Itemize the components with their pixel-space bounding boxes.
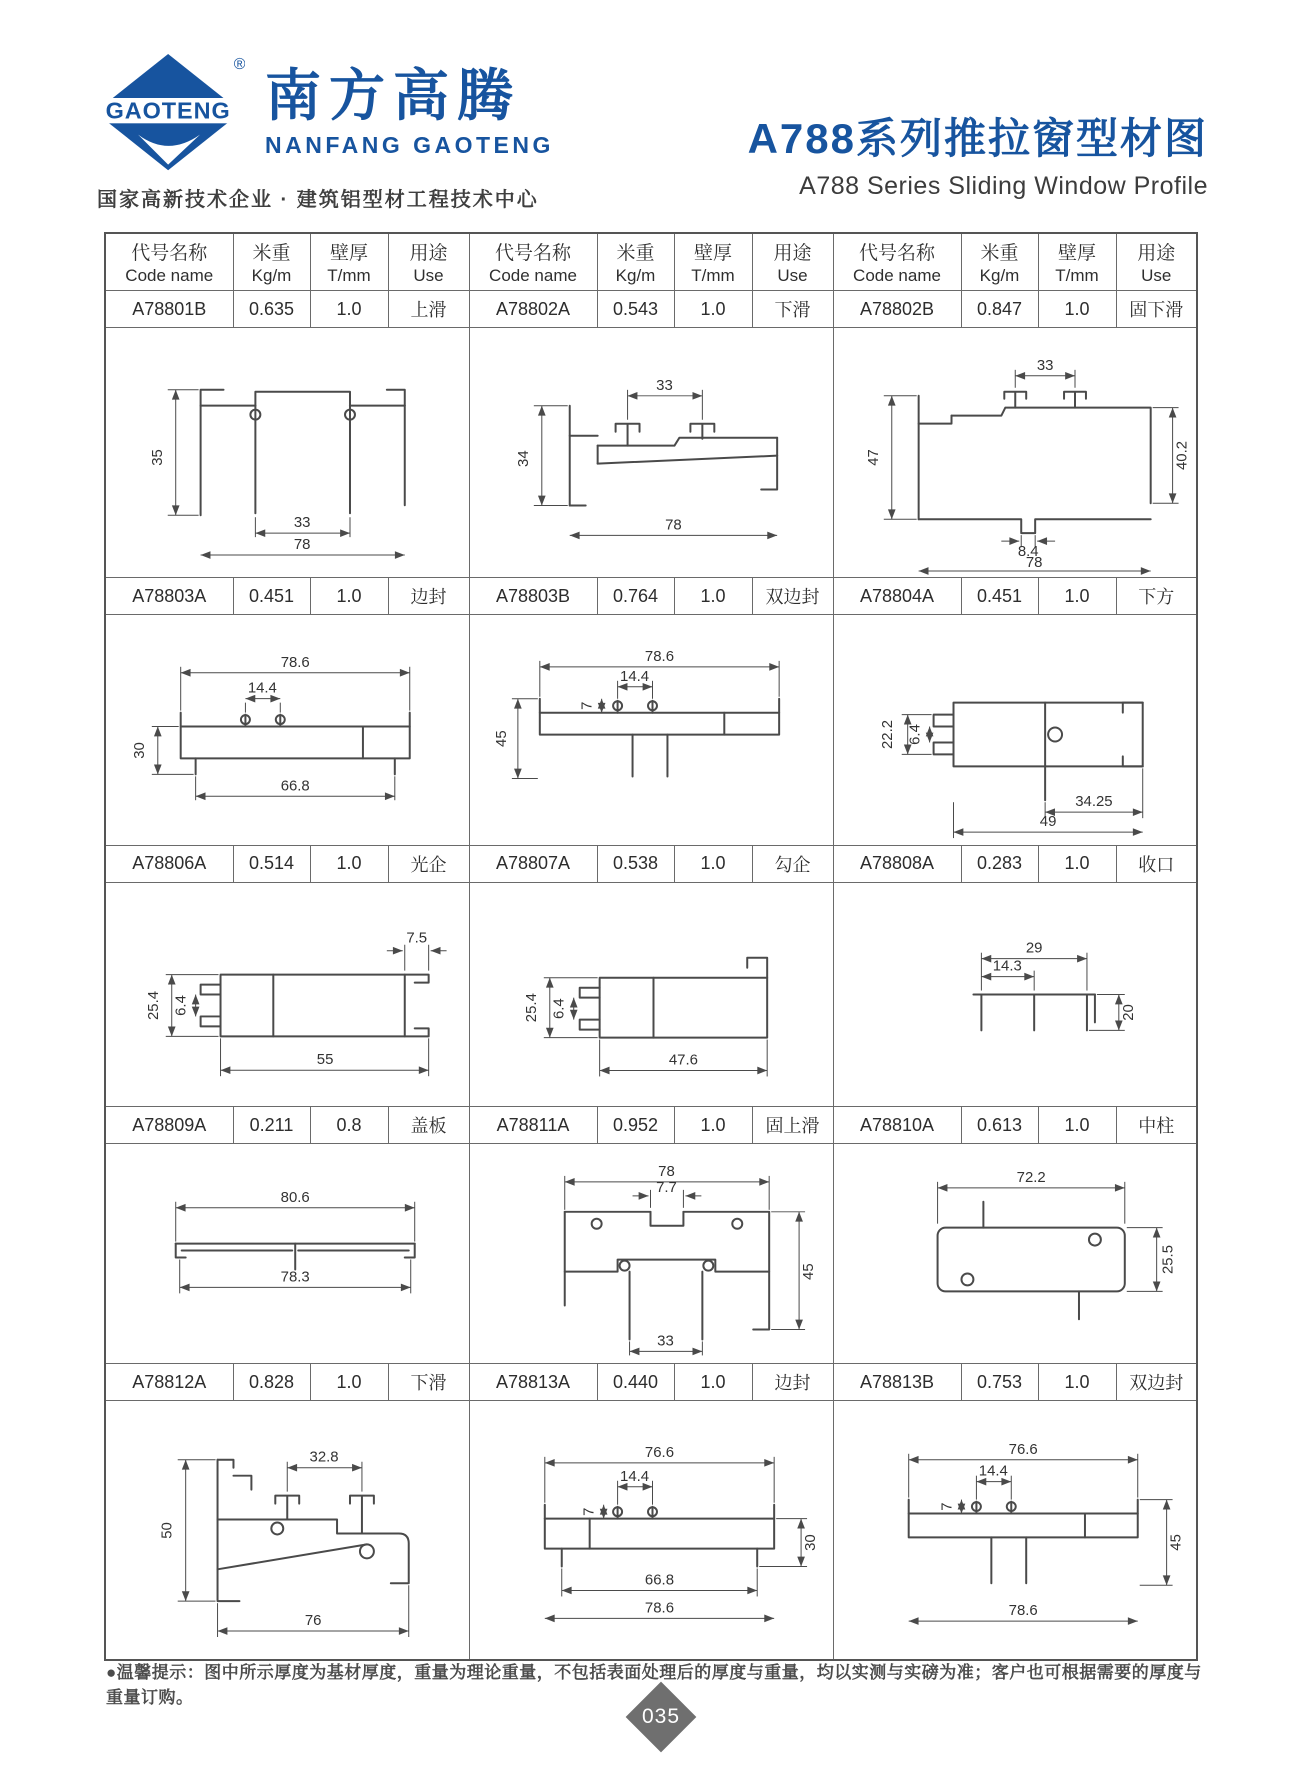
drawing-row: [105, 328, 1197, 578]
dim-label: 33: [1036, 356, 1053, 374]
thickness-cell: 1.0: [1038, 291, 1116, 328]
dim-label: 14.4: [978, 1462, 1008, 1480]
dim-label: 72.2: [1016, 1169, 1046, 1187]
dim-label: 35: [148, 449, 166, 466]
thickness-cell: 1.0: [310, 291, 388, 328]
drawing-cell: [469, 1401, 833, 1660]
weight-cell: 0.952: [597, 1107, 674, 1144]
use-cell: 边封: [388, 578, 469, 615]
dim-label: 33: [656, 1332, 674, 1350]
code-cell: A78803B: [469, 578, 597, 615]
dim-label: 78: [664, 516, 682, 534]
weight-cell: 0.753: [961, 1364, 1038, 1401]
code-row: [105, 1364, 1197, 1401]
use-cell: 勾企: [752, 845, 833, 882]
use-cell: 固下滑: [1116, 291, 1197, 328]
drawing-a78807a: [470, 883, 833, 1106]
dim-label: 78.6: [644, 648, 674, 666]
code-cell: A78808A: [833, 845, 961, 882]
thickness-cell: 1.0: [1038, 845, 1116, 882]
dim-label: 25.5: [1159, 1245, 1177, 1275]
drawing-a78803b: [470, 615, 833, 844]
dim-label: 30: [130, 742, 148, 760]
dim-label: 25.4: [144, 990, 162, 1020]
weight-cell: 0.613: [961, 1107, 1038, 1144]
drawing-row: [105, 1144, 1197, 1364]
dim-label: 47: [864, 449, 882, 466]
drawing-row: [105, 1401, 1197, 1660]
profile-table: [104, 232, 1198, 1661]
drawing-a78801b: [106, 328, 469, 577]
dim-label: 76.6: [644, 1444, 674, 1462]
thickness-cell: 0.8: [310, 1107, 388, 1144]
thickness-cell: 1.0: [1038, 1364, 1116, 1401]
code-row: [105, 1107, 1197, 1144]
weight-cell: 0.828: [233, 1364, 310, 1401]
use-cell: 双边封: [752, 578, 833, 615]
dim-label: 45: [799, 1263, 817, 1281]
dim-label: 78: [657, 1162, 675, 1180]
dim-label: 6.4: [906, 724, 924, 746]
page-title-en: A788 Series Sliding Window Profile: [799, 172, 1208, 200]
use-cell: 上滑: [388, 291, 469, 328]
drawing-a78808a: [834, 883, 1197, 1106]
thickness-cell: 1.0: [310, 845, 388, 882]
code-cell: A78801B: [105, 291, 233, 328]
table-header-row: [105, 233, 1197, 291]
drawing-cell: [105, 1144, 469, 1364]
dim-label: 80.6: [280, 1188, 310, 1206]
code-cell: A78802B: [833, 291, 961, 328]
dim-label: 76.6: [1008, 1440, 1038, 1458]
drawing-a78802a: [470, 328, 833, 577]
code-cell: A78809A: [105, 1107, 233, 1144]
drawing-a78813a: [470, 1401, 833, 1658]
col-header-weight: 米重 Kg/m: [233, 233, 310, 291]
drawing-cell: [105, 615, 469, 845]
use-cell: 边封: [752, 1364, 833, 1401]
drawing-row: [105, 615, 1197, 845]
col-header-thickness: 壁厚 T/mm: [1038, 233, 1116, 291]
code-row: [105, 845, 1197, 882]
dim-label: 6.4: [172, 994, 190, 1016]
registered-mark: ®: [233, 55, 245, 73]
thickness-cell: 1.0: [674, 1107, 752, 1144]
logo-wordmark: GAOTENG: [105, 97, 231, 124]
weight-cell: 0.847: [961, 291, 1038, 328]
page-title-cn: A788系列推拉窗型材图: [747, 115, 1208, 162]
weight-cell: 0.283: [961, 845, 1038, 882]
weight-cell: 0.543: [597, 291, 674, 328]
thickness-cell: 1.0: [1038, 578, 1116, 615]
dim-label: 34: [514, 450, 532, 467]
brand-name-cn: 南方高腾: [265, 64, 521, 128]
dim-label: 33: [655, 376, 673, 394]
note-text: 温馨提示：图中所示厚度为基材厚度，重量为理论重量，不包括表面处理后的厚度与重量，均以实测与实磅为准；客户也可根据需要的厚度与重量订购。: [106, 1663, 1202, 1707]
dim-label: 40.2: [1173, 441, 1191, 471]
dim-label: 14.4: [619, 668, 649, 686]
dim-label: 14.4: [619, 1468, 649, 1486]
page-title-block: [748, 106, 1208, 201]
dim-label: 8.4: [1017, 543, 1039, 561]
dim-label: 76: [304, 1611, 322, 1629]
dim-label: 7.5: [406, 929, 428, 947]
drawing-a78810a: [834, 1144, 1197, 1363]
note-bullet: ●: [106, 1663, 117, 1682]
col-header-weight: 米重 Kg/m: [597, 233, 674, 291]
drawing-a78811a: [470, 1144, 833, 1363]
weight-cell: 0.538: [597, 845, 674, 882]
drawing-a78803a: [106, 615, 469, 844]
col-header-thickness: 壁厚 T/mm: [674, 233, 752, 291]
thickness-cell: 1.0: [310, 1364, 388, 1401]
drawing-cell: [469, 1144, 833, 1364]
drawing-cell: [833, 882, 1197, 1106]
dim-label: 78.6: [1008, 1601, 1038, 1619]
code-cell: A78806A: [105, 845, 233, 882]
col-header-code: 代号名称 Code name: [469, 233, 597, 291]
dim-label: 29: [1025, 939, 1042, 957]
drawing-cell: [469, 615, 833, 845]
dim-label: 22.2: [878, 720, 896, 750]
dim-label: 34.25: [1074, 793, 1113, 811]
brand-name-en: NANFANG GAOTENG: [265, 131, 554, 158]
code-cell: A78804A: [833, 578, 961, 615]
dim-label: 20: [1119, 1003, 1137, 1021]
company-tagline: 国家高新技术企业 · 建筑铝型材工程技术中心: [97, 189, 539, 211]
dim-label: 14.3: [992, 957, 1022, 975]
dim-label: 78.6: [280, 654, 310, 672]
dim-label: 14.4: [247, 680, 277, 698]
thickness-cell: 1.0: [674, 291, 752, 328]
dim-label: 7: [578, 701, 596, 711]
drawing-cell: [469, 328, 833, 578]
dim-label: 32.8: [309, 1448, 339, 1466]
dim-label: 78: [293, 536, 311, 554]
dim-label: 30: [801, 1534, 819, 1552]
drawing-cell: [833, 1144, 1197, 1364]
col-header-code: 代号名称 Code name: [833, 233, 961, 291]
col-header-weight: 米重 Kg/m: [961, 233, 1038, 291]
col-header-use: 用途 Use: [388, 233, 469, 291]
drawing-a78802b: [834, 328, 1197, 577]
dim-label: 6.4: [550, 997, 568, 1019]
dim-label: 78: [1025, 554, 1042, 572]
weight-cell: 0.514: [233, 845, 310, 882]
code-cell: A78813A: [469, 1364, 597, 1401]
drawing-cell: [105, 1401, 469, 1660]
use-cell: 固上滑: [752, 1107, 833, 1144]
drawing-a78813b: [834, 1402, 1197, 1659]
dim-label: 33: [293, 514, 311, 532]
use-cell: 下方: [1116, 578, 1197, 615]
dim-label: 78.3: [280, 1268, 310, 1286]
use-cell: 收口: [1116, 845, 1197, 882]
code-cell: A78811A: [469, 1107, 597, 1144]
col-header-code: 代号名称 Code name: [105, 233, 233, 291]
use-cell: 双边封: [1116, 1364, 1197, 1401]
code-row: [105, 578, 1197, 615]
code-cell: A78812A: [105, 1364, 233, 1401]
col-header-use: 用途 Use: [752, 233, 833, 291]
dim-label: 7: [938, 1502, 956, 1511]
drawing-a78812a: [106, 1402, 469, 1659]
gaoteng-logo: [95, 50, 245, 176]
thickness-cell: 1.0: [674, 1364, 752, 1401]
weight-cell: 0.440: [597, 1364, 674, 1401]
code-cell: A78810A: [833, 1107, 961, 1144]
thickness-cell: 1.0: [1038, 1107, 1116, 1144]
code-cell: A78807A: [469, 845, 597, 882]
dim-label: 66.8: [644, 1571, 674, 1589]
dim-label: 50: [158, 1521, 176, 1539]
dim-label: 66.8: [280, 777, 310, 795]
drawing-cell: [105, 328, 469, 578]
drawing-cell: [833, 1401, 1197, 1660]
dim-label: 25.4: [522, 992, 540, 1022]
use-cell: 光企: [388, 845, 469, 882]
code-row: [105, 291, 1197, 328]
use-cell: 盖板: [388, 1107, 469, 1144]
drawing-a78806a: [106, 883, 469, 1106]
weight-cell: 0.211: [233, 1107, 310, 1144]
dim-label: 45: [1167, 1533, 1185, 1551]
weight-cell: 0.451: [233, 578, 310, 615]
col-header-thickness: 壁厚 T/mm: [310, 233, 388, 291]
weight-cell: 0.635: [233, 291, 310, 328]
code-cell: A78813B: [833, 1364, 961, 1401]
dim-label: 47.6: [668, 1051, 698, 1069]
drawing-cell: [833, 328, 1197, 578]
dim-label: 55: [316, 1051, 334, 1069]
drawing-cell: [833, 615, 1197, 845]
drawing-a78804a: [834, 615, 1197, 844]
dim-label: 45: [492, 730, 510, 748]
dim-label: 7: [580, 1507, 598, 1517]
thickness-cell: 1.0: [674, 845, 752, 882]
drawing-cell: [105, 882, 469, 1106]
use-cell: 中柱: [1116, 1107, 1197, 1144]
use-cell: 下滑: [752, 291, 833, 328]
drawing-a78809a: [106, 1144, 469, 1363]
brand-block: [95, 50, 554, 176]
col-header-use: 用途 Use: [1116, 233, 1197, 291]
dim-label: 78.6: [644, 1599, 674, 1617]
code-cell: A78803A: [105, 578, 233, 615]
dim-label: 7.7: [655, 1178, 677, 1196]
thickness-cell: 1.0: [674, 578, 752, 615]
weight-cell: 0.764: [597, 578, 674, 615]
use-cell: 下滑: [388, 1364, 469, 1401]
thickness-cell: 1.0: [310, 578, 388, 615]
dim-label: 49: [1039, 813, 1056, 831]
code-cell: A78802A: [469, 291, 597, 328]
page-number: 035: [641, 1704, 681, 1728]
drawing-cell: [469, 882, 833, 1106]
drawing-row: [105, 882, 1197, 1106]
weight-cell: 0.451: [961, 578, 1038, 615]
